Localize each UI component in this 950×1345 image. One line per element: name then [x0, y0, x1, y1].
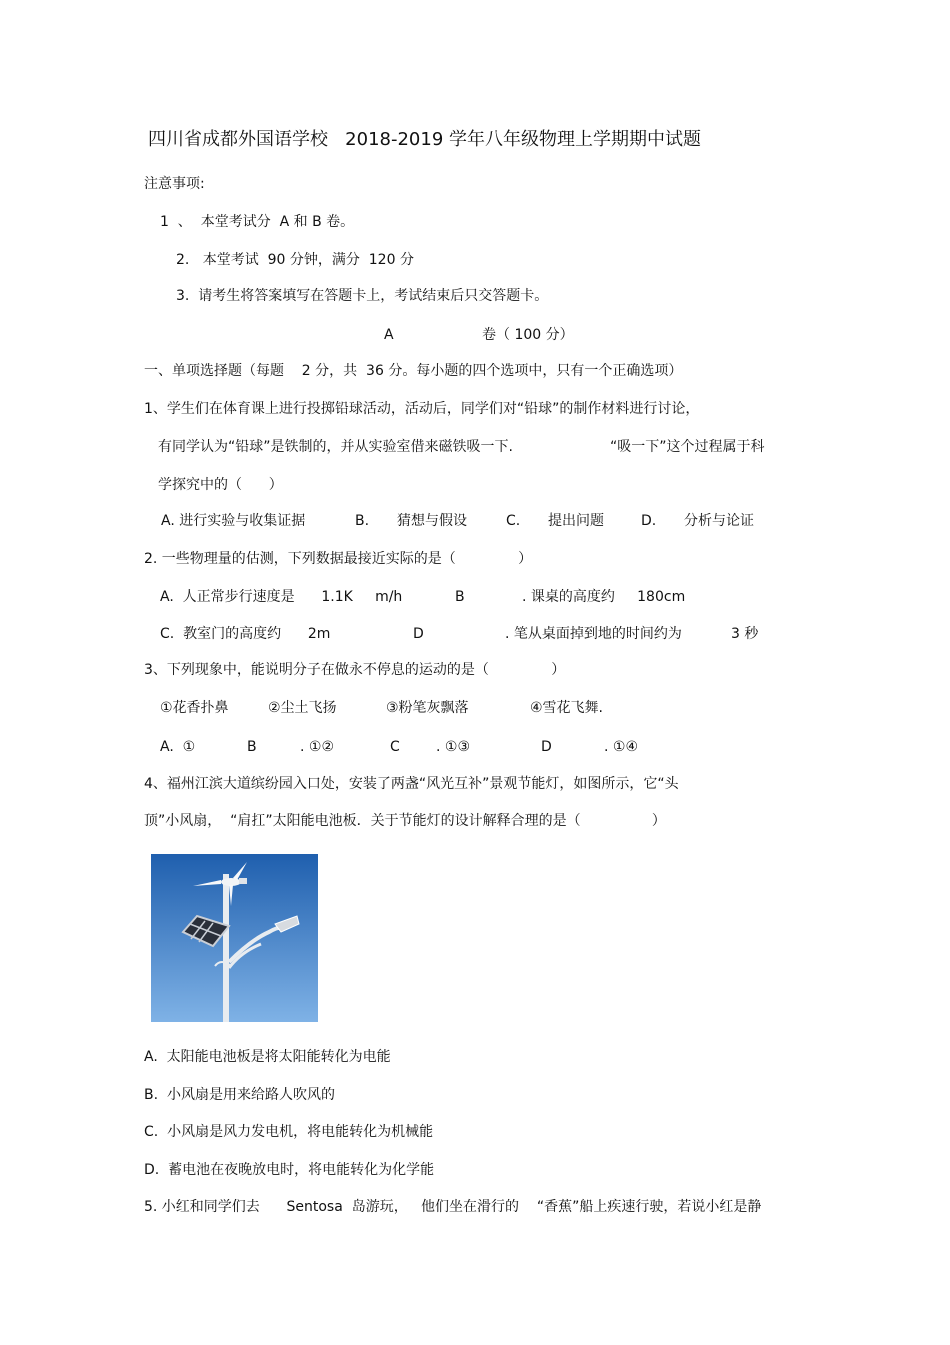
q3-option-a: A. ①: [160, 739, 196, 755]
q2-option-c: C. 教室门的高度约 2m: [160, 626, 331, 642]
q2-option-d-letter: D: [413, 626, 424, 642]
q1-stem-line1: 1、学生们在体育课上进行投掷铅球活动，活动后，同学们对“铅球”的制作材料进行讨论，: [144, 401, 700, 417]
q4-stem-line1: 4、福州江滨大道缤纷园入口处，安装了两盏“风光互补”景观节能灯，如图所示，它“头: [144, 776, 679, 792]
notice-item-3: 3. 请考生将答案填写在答题卡上，考试结束后只交答题卡。: [176, 288, 549, 304]
q3-option-c-letter: C: [390, 739, 400, 755]
q1-option-c-letter: C.: [506, 513, 521, 529]
q3-option-d: . ①④: [604, 739, 639, 755]
q3-option-d-letter: D: [541, 739, 552, 755]
q4-option-d: D. 蓄电池在夜晚放电时，将电能转化为化学能: [144, 1162, 435, 1178]
streetlamp-illustration: [151, 854, 318, 1022]
q1-option-d: 分析与论证: [684, 513, 754, 529]
page-title: 四川省成都外国语学校 2018-2019 学年八年级物理上学期期中试题: [148, 129, 701, 150]
lamp-pole: [223, 874, 229, 1022]
q3-option-b: . ①②: [300, 739, 335, 755]
q2-option-d-value: 3 秒: [731, 626, 759, 642]
q3-item-2: ②尘土飞扬: [268, 700, 337, 716]
q4-option-b: B. 小风扇是用来给路人吹风的: [144, 1087, 335, 1103]
streetlamp-photo: [151, 854, 318, 1022]
notice-heading: 注意事项:: [144, 176, 205, 192]
q2-option-a: A. 人正常步行速度是 1.1K m/h: [160, 589, 403, 605]
q3-item-3: ③粉笔灰飘落: [386, 700, 469, 716]
q1-option-c: 提出问题: [548, 513, 604, 529]
q1-stem-line2b: “吸一下”这个过程属于科: [610, 439, 765, 455]
q2-option-b: . 课桌的高度约 180cm: [522, 589, 686, 605]
q1-option-b: 猜想与假设: [397, 513, 467, 529]
q4-option-c: C. 小风扇是风力发电机，将电能转化为机械能: [144, 1124, 434, 1140]
q3-item-4: ④雪花飞舞.: [530, 700, 604, 716]
q1-stem-line2a: 有同学认为“铅球”是铁制的，并从实验室借来磁铁吸一下.: [158, 439, 513, 455]
q3-item-1: ①花香扑鼻: [160, 700, 229, 716]
paper-label-a: A: [384, 327, 394, 343]
notice-item-2: 2. 本堂考试 90 分钟，满分 120 分: [176, 252, 414, 268]
q1-option-b-letter: B.: [355, 513, 370, 529]
paper-label-score: 卷（ 100 分）: [482, 327, 574, 343]
q3-option-b-letter: B: [247, 739, 257, 755]
q4-stem-line2: 顶”小风扇， “肩扛”太阳能电池板．关于节能灯的设计解释合理的是（ ）: [144, 813, 666, 829]
q5-stem-line1: 5. 小红和同学们去 Sentosa 岛游玩， 他们坐在滑行的 “香蕉”船上疾速行驶，若说小红是静: [144, 1199, 762, 1215]
q4-option-a: A. 太阳能电池板是将太阳能转化为电能: [144, 1049, 391, 1065]
q2-stem: 2. 一些物理量的估测，下列数据最接近实际的是（ ）: [144, 551, 533, 567]
notice-item-1: 1 、 本堂考试分 A 和 B 卷。: [160, 214, 355, 230]
q2-option-b-letter: B: [455, 589, 465, 605]
section-heading: 一、单项选择题（每题 2 分，共 36 分。每小题的四个选项中，只有一个正确选项）: [144, 363, 683, 379]
q1-stem-line3: 学探究中的（ ）: [158, 477, 283, 493]
q1-option-a: A. 进行实验与收集证据: [161, 513, 306, 529]
q3-stem: 3、下列现象中，能说明分子在做永不停息的运动的是（ ）: [144, 662, 566, 678]
q2-option-d: . 笔从桌面掉到地的时间约为: [505, 626, 682, 642]
q3-option-c: . ①③: [436, 739, 471, 755]
q1-option-d-letter: D.: [641, 513, 657, 529]
